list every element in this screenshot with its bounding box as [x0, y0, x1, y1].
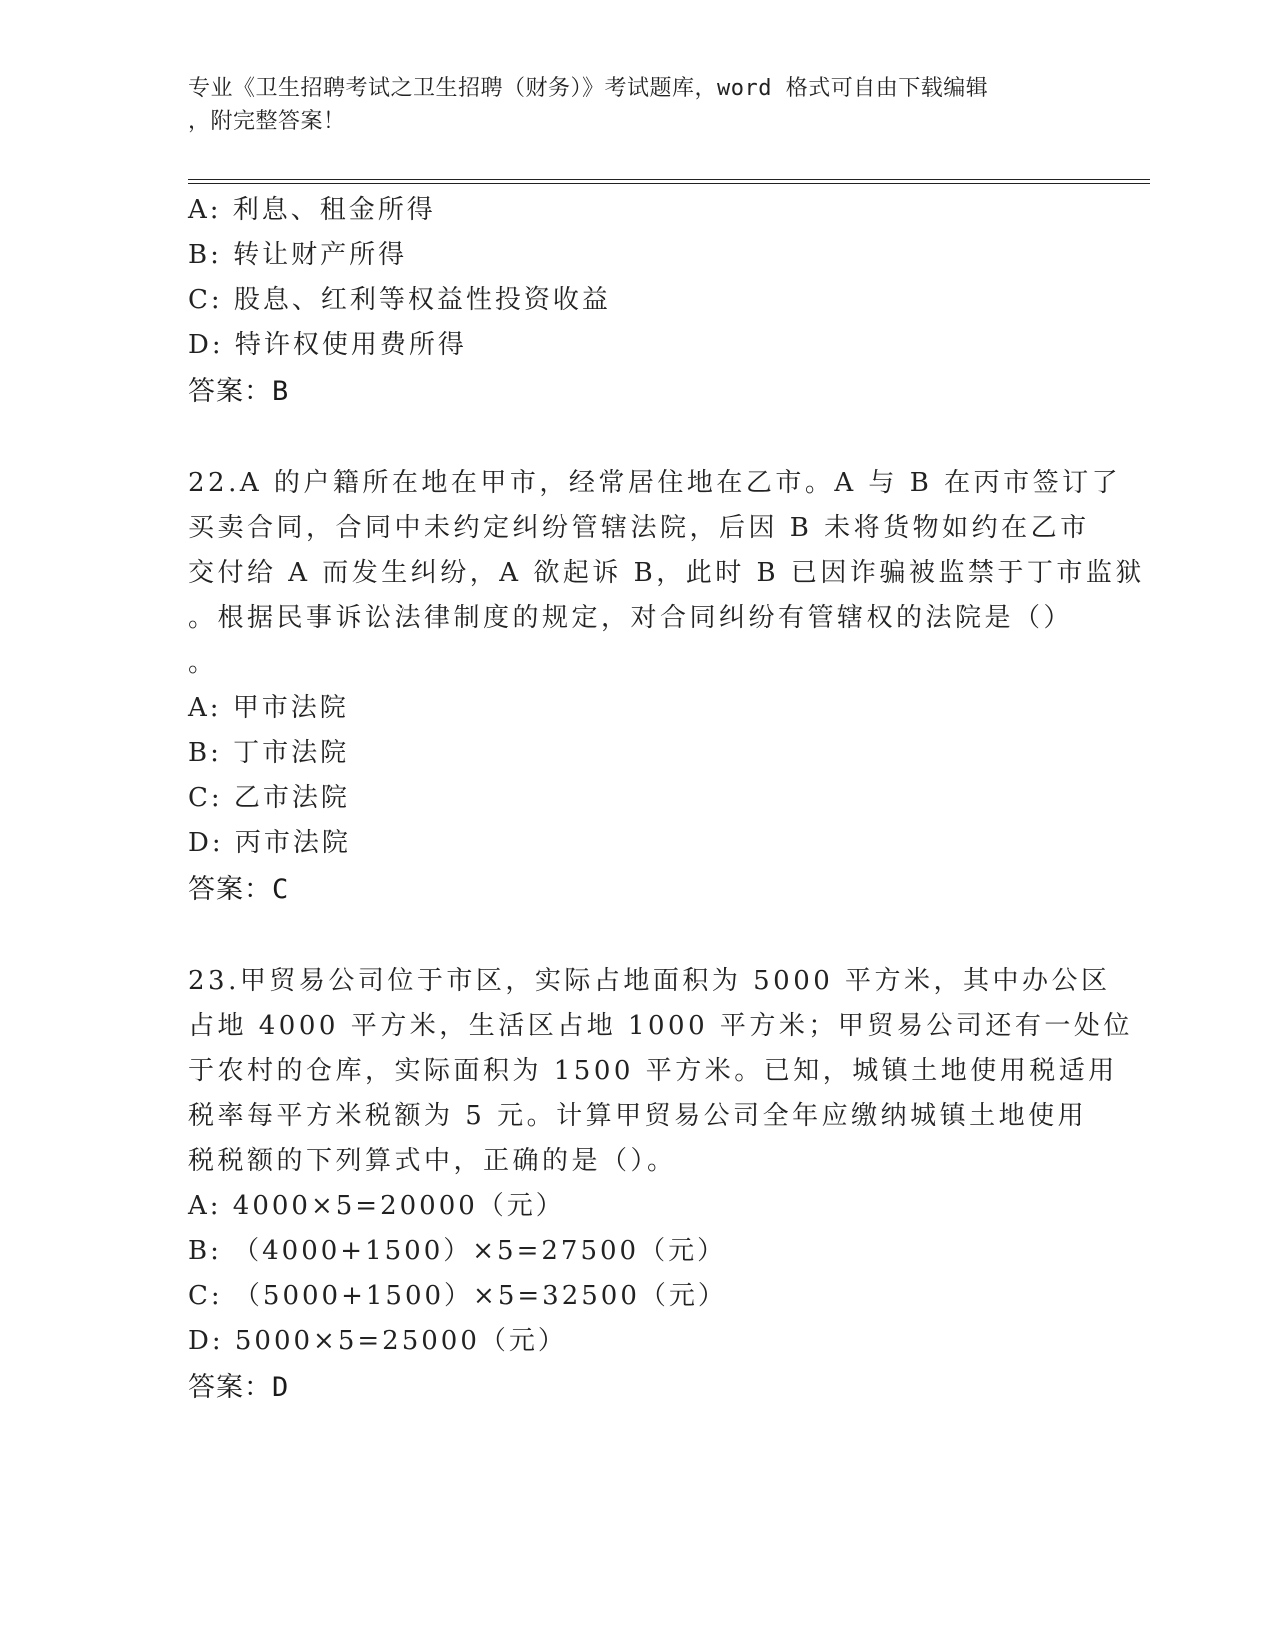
answer-line: 答案：C [188, 874, 290, 905]
header-line-1: 专业《卫生招聘考试之卫生招聘（财务）》考试题库，word 格式可自由下载编辑 [188, 76, 989, 101]
header-divider-bottom [188, 183, 1150, 184]
header-line-2: ，附完整答案！ [188, 109, 346, 134]
stem-line: 交付给 A 而发生纠纷，A 欲起诉 B，此时 B 已因诈骗被监禁于丁市监狱 [188, 558, 1145, 588]
option-a: A: 利息、租金所得 [188, 195, 436, 225]
option-a: A: 甲市法院 [188, 693, 349, 723]
stem-line: 于农村的仓库，实际面积为 1500 平方米。已知，城镇土地使用税适用 [188, 1056, 1118, 1086]
question-22 [188, 461, 1145, 913]
stem-line: 22.A 的户籍所在地在甲市，经常居住地在乙市。A 与 B 在丙市签订了 [188, 468, 1122, 498]
option-b: B: （4000+1500）×5=27500（元） [188, 1236, 727, 1266]
spacer [188, 415, 1088, 461]
option-c: C: 股息、红利等权益性投资收益 [188, 285, 611, 315]
option-b: B: 转让财产所得 [188, 240, 408, 270]
stem-line: 。 [188, 648, 218, 678]
stem-line: 23.甲贸易公司位于市区，实际占地面积为 5000 平方米，其中办公区 [188, 966, 1111, 996]
stem-line: 。根据民事诉讼法律制度的规定，对合同纠纷有管辖权的法院是（） [188, 603, 1074, 633]
stem-line: 税税额的下列算式中，正确的是（）。 [188, 1146, 677, 1176]
spacer [188, 913, 1088, 959]
question-stem [188, 959, 1133, 1184]
stem-line: 税率每平方米税额为 5 元。计算甲贸易公司全年应缴纳城镇土地使用 [188, 1101, 1088, 1131]
stem-line: 买卖合同，合同中未约定纠纷管辖法院，后因 B 未将货物如约在乙市 [188, 513, 1090, 543]
option-d: D: 5000×5=25000（元） [188, 1326, 567, 1356]
option-a: A: 4000×5=20000（元） [188, 1191, 565, 1221]
document-header [188, 72, 1068, 138]
question-23 [188, 959, 1133, 1411]
answer-line: 答案：B [188, 376, 290, 407]
answer-line: 答案：D [188, 1372, 290, 1403]
stem-line: 占地 4000 平方米，生活区占地 1000 平方米；甲贸易公司还有一处位 [188, 1011, 1133, 1041]
option-c: C: 乙市法院 [188, 783, 350, 813]
option-b: B: 丁市法院 [188, 738, 350, 768]
option-d: D: 特许权使用费所得 [188, 330, 467, 360]
header-divider-top [188, 179, 1150, 180]
question-list [188, 188, 1145, 1411]
question-21 [188, 188, 1088, 415]
option-d: D: 丙市法院 [188, 828, 351, 858]
option-c: C: （5000+1500）×5=32500（元） [188, 1281, 727, 1311]
question-stem [188, 461, 1145, 686]
